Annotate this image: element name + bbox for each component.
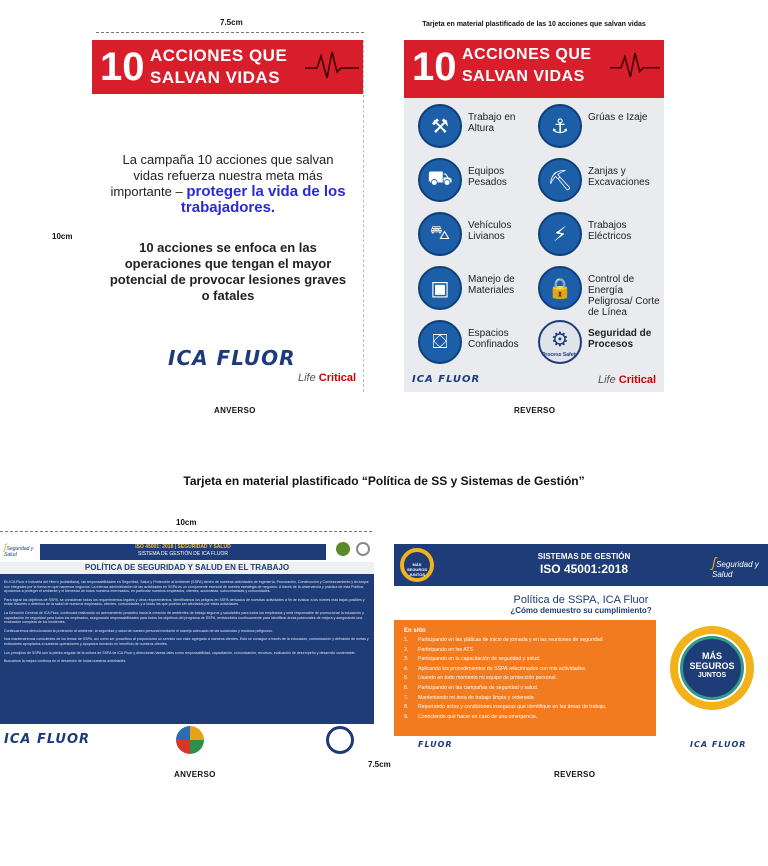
card2-footer xyxy=(0,724,374,756)
compliance-list xyxy=(404,636,646,722)
header-line-1: SISTEMAS DE GESTIÓN xyxy=(537,552,631,561)
card2-header xyxy=(0,538,374,562)
action-item xyxy=(538,212,660,262)
badge-line-1: MÁS xyxy=(702,651,722,661)
campaign-highlight: proteger la vida de los trabajadores. xyxy=(180,183,346,216)
item-number: 5. xyxy=(404,675,409,682)
card-10-acciones-back xyxy=(404,40,664,392)
action-label: Espacios Confinados xyxy=(468,328,519,350)
focus-paragraph: 10 acciones se enfoca en las operaciones que tengan el mayor potencial de provocar lesiones graves o fatales xyxy=(109,240,347,303)
item-text: Participando en las campañas de seguridad y salud. xyxy=(418,684,539,691)
action-item xyxy=(538,266,660,316)
item-text: Reportando actos y condiciones inseguras que identifique en las áreas de trabajo. xyxy=(418,704,607,711)
card-back-header: Tarjeta en material plastificado de las 10 acciones que salvan vidas xyxy=(422,21,646,28)
compliance-item xyxy=(404,703,646,713)
card-politica-front xyxy=(0,538,374,756)
ladder-icon: ⚒ xyxy=(418,104,462,148)
action-item xyxy=(418,212,540,262)
item-number: 9. xyxy=(404,713,409,720)
caption-anverso-1: ANVERSO xyxy=(214,406,256,415)
heartbeat-icon xyxy=(610,50,660,80)
height-label: 10cm xyxy=(52,232,73,241)
ica-fluor-logo: ICA FLUOR xyxy=(4,732,91,747)
action-item xyxy=(538,158,660,208)
excavation-icon: ⛏ xyxy=(538,158,582,202)
card2b-footer xyxy=(394,738,768,754)
item-number: 7. xyxy=(404,694,409,701)
compliance-item xyxy=(404,665,646,675)
action-item xyxy=(418,158,540,208)
action-label: Vehículos Livianos xyxy=(468,220,512,242)
action-item xyxy=(538,320,660,370)
item-text: Manteniendo mi área de trabajo limpia y ordenada xyxy=(418,694,534,701)
sspa-wheel-icon xyxy=(176,726,204,754)
card-politica-back xyxy=(394,544,768,754)
award-seal-icon xyxy=(336,542,350,556)
certification-seal-icon xyxy=(356,542,370,556)
policy-title: POLÍTICA DE SEGURIDAD Y SALUD EN EL TRABAJO xyxy=(0,562,374,574)
company-seal-icon xyxy=(326,726,354,754)
crane-hook-icon: ⚓ xyxy=(538,104,582,148)
policy-paragraph: En ICA Fluor e Industria del Hierro (subsidiaria), las responsabilidades en Seguridad, Salud y Protección al Ambiente (SSPA) dentro de nuestras actividades de Ingeniería, Procuración, Construcción y Comisionamiento y Arranque son integrales por la forma en que hacemos negocios. La extrusa administración de las actividades en SSPA es un componente esencial de nuestra estrategia de negocios. A través de la observancia y práctica de esta Política, ayudamos a proteger el ambiente y el bienestar de todos nuestros interesados, en particular nuestros empleados, clientes, accionistas, subcontratistas y comunidades. xyxy=(4,580,369,594)
item-number: 6. xyxy=(404,684,409,691)
confined-space-icon: ⛋ xyxy=(418,320,462,364)
campaign-text: La campaña 10 acciones que salvan vidas refuerza nuestra meta más importante – xyxy=(110,152,334,199)
card2-height-label: 7.5cm xyxy=(368,760,391,769)
car-icon: ⛍ xyxy=(418,212,462,256)
policy-paragraph: Los principios de SSPA son la piedra angular de la cultura de SSPA de ICA Fluor y direccionan tareas tales como responsabilidad, capacitación, comunicación, recursos, evaluación de desempeño y desarrollo sustentable. xyxy=(4,650,356,655)
action-label: Seguridad de Procesos xyxy=(588,328,652,350)
seguridad-salud-logo: ʃSeguridad y Salud xyxy=(712,554,759,579)
mas-seguros-badge-small: MÁS SEGUROS JUNTOS xyxy=(400,548,434,582)
compliance-item xyxy=(404,713,646,723)
life-critical-logo: Life Critical xyxy=(598,374,657,386)
card-banner xyxy=(92,40,363,94)
badge-line-3: JUNTOS xyxy=(697,672,727,679)
policy-paragraph: Buscamos la mejora continua en el desarrollo de todas nuestras actividades. xyxy=(4,659,127,664)
action-item xyxy=(418,266,540,316)
ica-fluor-logo: ICA FLUOR xyxy=(690,740,747,749)
item-text: Participando en las pláticas de inicio de jornada y en las reuniones de seguridad xyxy=(418,637,603,643)
plug-icon: ⚡ xyxy=(538,212,582,256)
policy-paragraph: La Dirección General de ICA Fluor, continuará realizando un acercamiento proactivo hacia la creación de ambientes de trabajo seguros y saludables para todos los empleados y será responsable de promocionar la educación y capacitación en seguridad para todos los empleados, asegurando responsabilidades para todos los objetivos del programa de SSPA, revisándolos continuamente para identificar áreas potenciales de mejora y asegurando una evaluación completa de los incidentes. xyxy=(4,610,364,625)
item-number: 3. xyxy=(404,656,409,663)
action-label: Zanjas y Excavaciones xyxy=(588,166,650,188)
policy-paragraph: Continuaremos direccionando la protección al ambiente, la seguridad y salud de nuestro personal mediante el manejo adecuado de las sustancias y residuos peligrosos. xyxy=(4,628,273,633)
badge-line-2: SEGUROS xyxy=(689,661,735,671)
compliance-item xyxy=(404,674,646,684)
section-title: Tarjeta en material plastificado “Política de SS y Sistemas de Gestión” xyxy=(183,474,585,488)
policy-paragraph: Para lograr los objetivos de SSPA, se consideran todos los requerimientos legales y otros requerimientos, identificamos los peligros en SSPA derivados de nuestras actividades a fin de evaluar a los niveles más bajos posibles y evitar lesiones o deterioro de la salud de nuestros empleados, clientes, comunidades y a todas las que podrían ser afectados por estas actividades. xyxy=(4,597,365,607)
action-item xyxy=(538,104,660,154)
item-number: 4. xyxy=(404,665,409,672)
action-label: Trabajo en Altura xyxy=(468,112,516,134)
banner-line-1: ACCIONES QUE xyxy=(150,46,288,65)
item-number: 2. xyxy=(404,646,409,653)
compliance-question: ¿Cómo demuestro su cumplimiento? xyxy=(510,606,652,615)
card-10-acciones-front xyxy=(92,40,364,392)
banner-line-2: SALVAN VIDAS xyxy=(150,68,281,87)
banner-number: 10 xyxy=(100,45,145,89)
compliance-item xyxy=(404,684,646,694)
compliance-list-panel xyxy=(394,620,656,736)
process-safety-icon: ⚙ Process Safety xyxy=(538,320,582,364)
action-item xyxy=(418,320,540,370)
campaign-paragraph xyxy=(108,152,348,216)
banner-line-1: ACCIONES QUE xyxy=(462,46,592,63)
banner-line-2: SALVAN VIDAS xyxy=(462,68,585,85)
policy-subtitle: Política de SSPA, ICA Fluor xyxy=(513,594,649,606)
action-label: Manejo de Materiales xyxy=(468,274,515,296)
item-text: Participando en los ATS xyxy=(418,646,473,653)
item-number: 1. xyxy=(404,637,409,643)
action-label: Equipos Pesados xyxy=(468,166,507,188)
item-text: Participando en la capacitación de seguridad y salud. xyxy=(418,656,541,663)
policy-paragraph: Nos mantendremos conscientes de los temas de SSPA, así como ser proactivos al proporcionar un servicio con valor agregado a nuestros clientes. Esto se consigue a través de la educación, comunicación y definición de metas y estándares apropiados a nuestras operaciones y apoyados tomando en beneficio de nuestros clientes. xyxy=(4,637,369,646)
life-critical-logo: Life Critical xyxy=(298,372,357,384)
compliance-item xyxy=(404,655,646,665)
header-line-2: ISO 45001:2018 xyxy=(539,562,629,576)
caption-reverso-1: REVERSO xyxy=(514,406,556,415)
item-text: Aplicando los procedimientos de SSPA relacionados con mis actividades. xyxy=(418,665,587,672)
item-text: Usando en todo momento mi equipo de protección personal. xyxy=(418,675,557,682)
action-label: Control de Energía Peligrosa/ Corte de Línea xyxy=(588,274,660,318)
heartbeat-icon xyxy=(305,50,359,80)
band-line-2: SISTEMA DE GESTIÓN DE ICA FLUOR xyxy=(137,551,229,557)
item-number: 8. xyxy=(404,704,409,711)
card2b-subtitle-block xyxy=(394,594,768,615)
seguridad-salud-logo: ʃSeguridad y Salud xyxy=(4,542,34,558)
action-label: Grúas e Izaje xyxy=(588,112,648,123)
process-safety-label: Process Safety xyxy=(542,351,578,358)
card2b-header xyxy=(394,544,768,586)
width-label: 7.5cm xyxy=(220,18,243,27)
card2-width-label: 10cm xyxy=(176,518,197,527)
item-text: Conociendo qué hacer en caso de una emergencia. xyxy=(418,713,538,720)
mas-seguros-badge xyxy=(670,626,754,710)
ica-fluor-logo: ICA FLUOR xyxy=(412,374,481,385)
compliance-item xyxy=(404,646,646,656)
forklift-icon: ▣ xyxy=(418,266,462,310)
compliance-item xyxy=(404,636,646,646)
card2-width-dimension-line xyxy=(0,531,372,532)
card-banner xyxy=(404,40,664,98)
action-item xyxy=(418,104,540,154)
policy-body xyxy=(0,574,374,724)
width-dimension-line xyxy=(96,32,364,33)
caption-anverso-2: ANVERSO xyxy=(174,770,216,779)
fluor-logo: FLUOR xyxy=(418,740,453,749)
action-label: Trabajos Eléctricos xyxy=(588,220,632,242)
caption-reverso-2: REVERSO xyxy=(554,770,596,779)
banner-number: 10 xyxy=(412,45,457,89)
band-line-1: ISO 45001: 2018 | SEGURIDAD Y SALUD xyxy=(135,544,231,550)
in-situ-label: En sitio xyxy=(404,628,426,634)
compliance-item xyxy=(404,694,646,704)
card2-band xyxy=(40,544,326,560)
mixer-truck-icon: ⛟ xyxy=(418,158,462,202)
ica-fluor-logo: ICA FLUOR xyxy=(168,346,296,370)
lock-icon: 🔒 xyxy=(538,266,582,310)
